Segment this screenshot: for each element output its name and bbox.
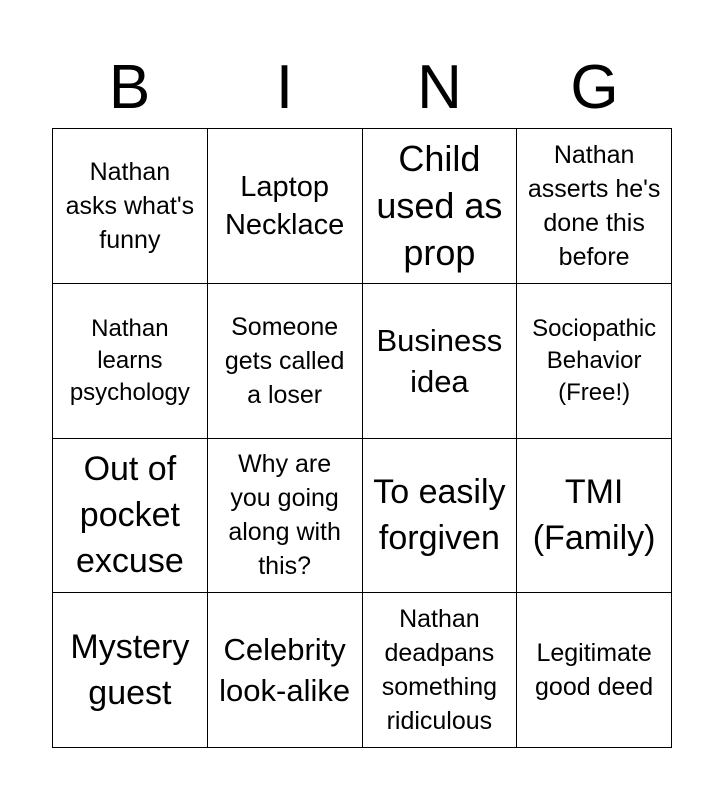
cell-label: Business idea [376, 322, 503, 399]
cell-label: To easily forgiven [373, 473, 506, 558]
bingo-cell[interactable] [53, 284, 208, 439]
header-letter-g: G [570, 53, 619, 122]
bingo-cell[interactable] [208, 284, 363, 439]
bingo-cell[interactable] [53, 593, 208, 748]
cell-label: Sociopathic Behavior (Free!) [532, 314, 657, 406]
cell-label: Nathan asserts he's done this before [527, 140, 661, 271]
cell-label: Nathan deadpans something ridiculous [381, 605, 498, 736]
bingo-header [52, 50, 672, 126]
header-letter-n: N [417, 53, 462, 122]
cell-label: Mystery guest [70, 628, 190, 713]
bingo-cell[interactable] [517, 284, 672, 439]
cell-label: TMI (Family) [532, 473, 656, 558]
header-letter-i: I [275, 53, 294, 122]
cell-label: Why are you going along with this? [228, 450, 341, 581]
bingo-cell[interactable] [208, 439, 363, 594]
cell-label: Nathan asks what's funny [65, 157, 195, 254]
bingo-cell[interactable] [517, 593, 672, 748]
bingo-cell[interactable] [363, 593, 518, 748]
bingo-cell[interactable] [208, 129, 363, 284]
bingo-cell[interactable] [208, 593, 363, 748]
bingo-cell[interactable] [363, 129, 518, 284]
bingo-board [52, 128, 672, 748]
header-letter-b: B [108, 53, 151, 122]
bingo-cell[interactable] [517, 129, 672, 284]
cell-label: Nathan learns psychology [69, 314, 190, 406]
cell-label: Someone gets called a loser [224, 312, 345, 409]
bingo-cell[interactable] [53, 439, 208, 594]
cell-label: Out of pocket excuse [76, 450, 184, 581]
cell-label: Child used as prop [376, 138, 503, 274]
cell-label: Laptop Necklace [224, 170, 345, 241]
bingo-cell[interactable] [363, 439, 518, 594]
bingo-cell[interactable] [363, 284, 518, 439]
bingo-cell[interactable] [53, 129, 208, 284]
cell-label: Celebrity look-alike [219, 632, 351, 709]
bingo-cell[interactable] [517, 439, 672, 594]
cell-label: Legitimate good deed [535, 639, 654, 702]
